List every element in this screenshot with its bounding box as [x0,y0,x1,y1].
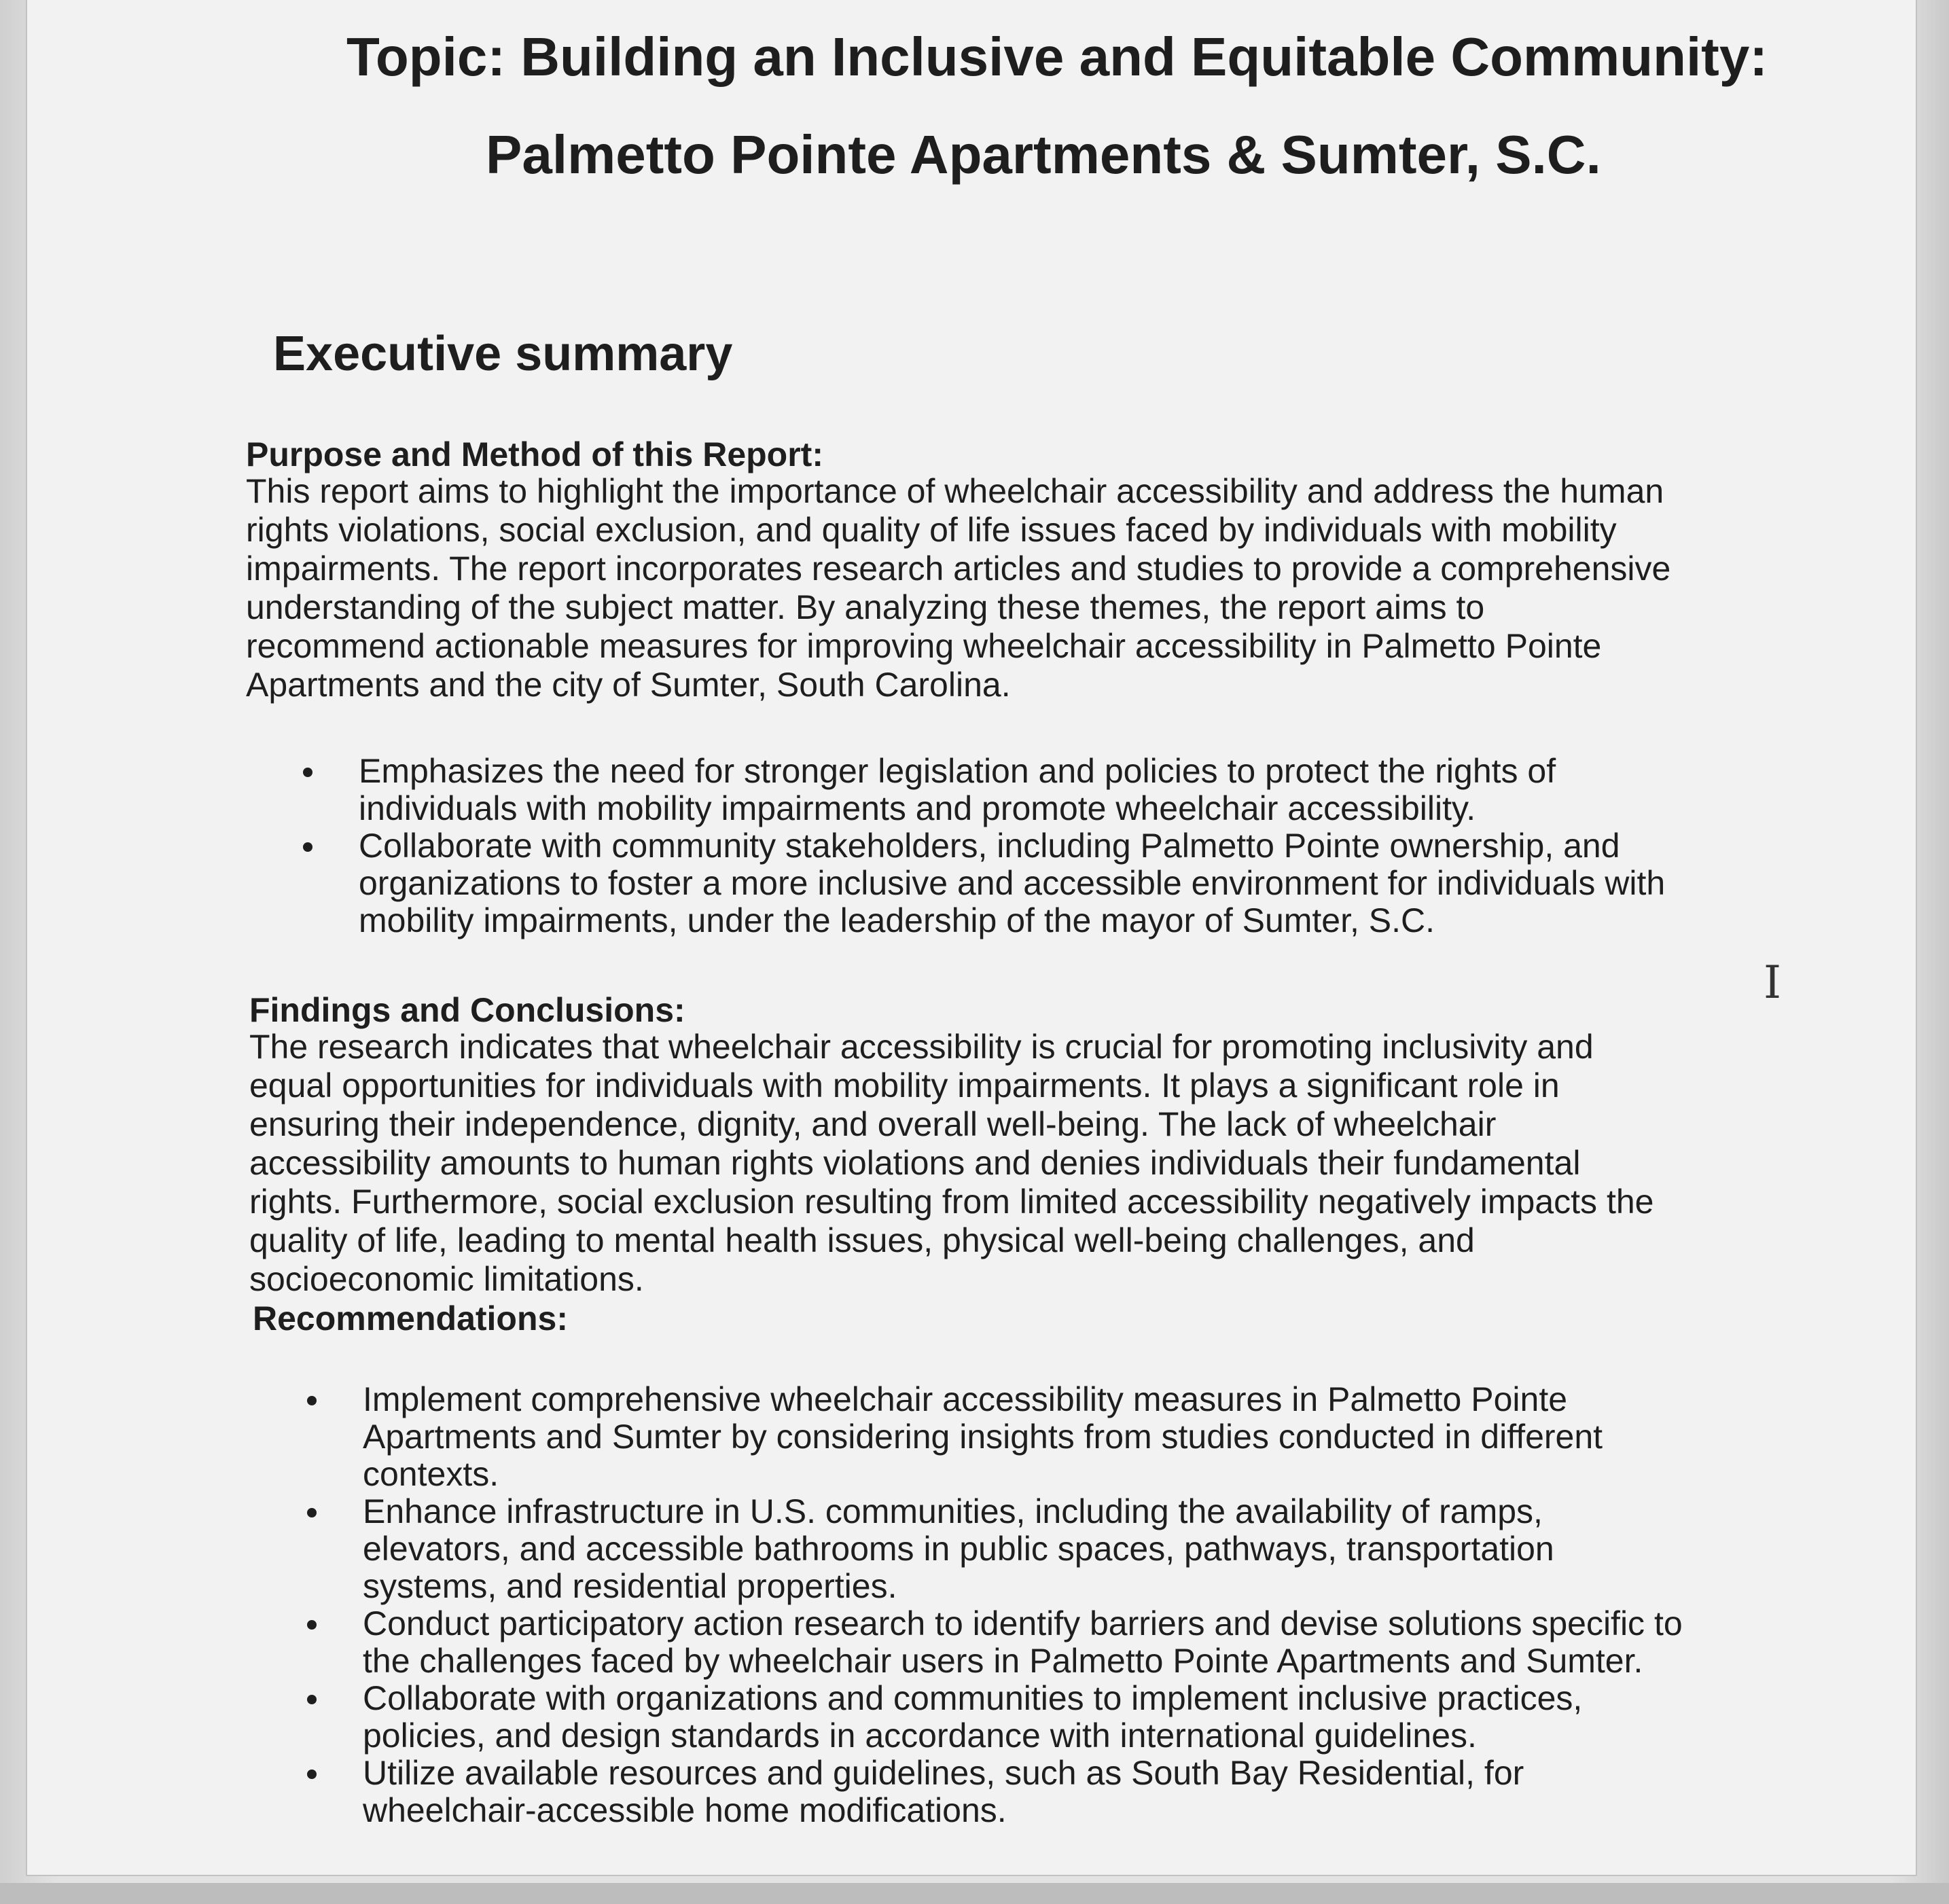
list-item [363,1605,1694,1680]
bullet-text: Enhance infrastructure in U.S. communities, including the availability of ramps, elevators, and accessible bathrooms in public spaces, pathways, transportation systems, and residential properties. [363,1492,1554,1605]
bullet-icon [303,768,312,777]
bullet-icon [303,842,312,852]
bullet-text: Collaborate with community stakeholders, including Palmetto Pointe ownership, and organizations to foster a more inclusive and accessible environment for individuals with mobility impairments, under the leadership of the mayor of Sumter, S.C. [359,827,1666,939]
document-subtitle: Palmetto Pointe Apartments & Sumter, S.C. [486,124,1601,185]
list-item [363,1381,1694,1493]
executive-summary-heading: Executive summary [273,327,733,381]
list-item [359,827,1690,939]
bullet-text: Emphasizes the need for stronger legislation and policies to protect the rights of individuals with mobility impairments and promote wheelchair accessibility. [359,752,1556,827]
purpose-bullet-list [359,753,1690,939]
bullet-icon [307,1695,317,1704]
list-item [359,753,1690,827]
screen-bottom-edge [0,1883,1949,1904]
list-item [363,1493,1694,1605]
bullet-text: Collaborate with organizations and communities to implement inclusive practices, policies, and design standards in accordance with international guidelines. [363,1679,1583,1755]
document-topic: Topic: Building an Inclusive and Equitable Community: [346,26,1768,87]
recommendations-bullet-list [363,1381,1694,1829]
bullet-icon [307,1770,317,1779]
bullet-text: Implement comprehensive wheelchair accessibility measures in Palmetto Pointe Apartments and Sumter by considering insights from studies conducted in different contexts. [363,1380,1603,1493]
findings-body: The research indicates that wheelchair accessibility is crucial for promoting inclusivity and equal opportunities for individuals with mobility impairments. It plays a significant role in ensuring their independence, dignity, and overall well-being. The lack of wheelchair accessibility amounts to human rights violations and denies individuals their fundamental rights. Furthermore, social exclusion resulting from limited accessibility negatively impacts the quality of life, leading to mental health issues, physical well-being challenges, and socioeconomic limitations. [249,1028,1654,1298]
bullet-icon [307,1620,317,1630]
bullet-icon [307,1396,317,1405]
text-cursor-icon: I [1764,956,1782,1009]
recommendations-heading: Recommendations: [253,1299,568,1337]
list-item [363,1755,1694,1829]
findings-heading: Findings and Conclusions: [249,991,685,1029]
list-item [363,1680,1694,1755]
document-page[interactable] [27,0,1916,1875]
bullet-icon [307,1508,317,1517]
purpose-heading: Purpose and Method of this Report: [246,435,823,473]
purpose-body: This report aims to highlight the importance of wheelchair accessibility and address the human rights violations, social exclusion, and quality of life issues faced by individuals with mobility impairments. The report incorporates research articles and studies to provide a comprehensive understanding of the subject matter. By analyzing these themes, the report aims to recommend actionable measures for improving wheelchair accessibility in Palmetto Pointe Apartments and the city of Sumter, South Carolina. [246,472,1671,704]
bullet-text: Conduct participatory action research to identify barriers and devise solutions specific to the challenges faced by wheelchair users in Palmetto Pointe Apartments and Sumter. [363,1604,1683,1680]
bullet-text: Utilize available resources and guidelines, such as South Bay Residential, for wheelchair-accessible home modifications. [363,1754,1524,1829]
